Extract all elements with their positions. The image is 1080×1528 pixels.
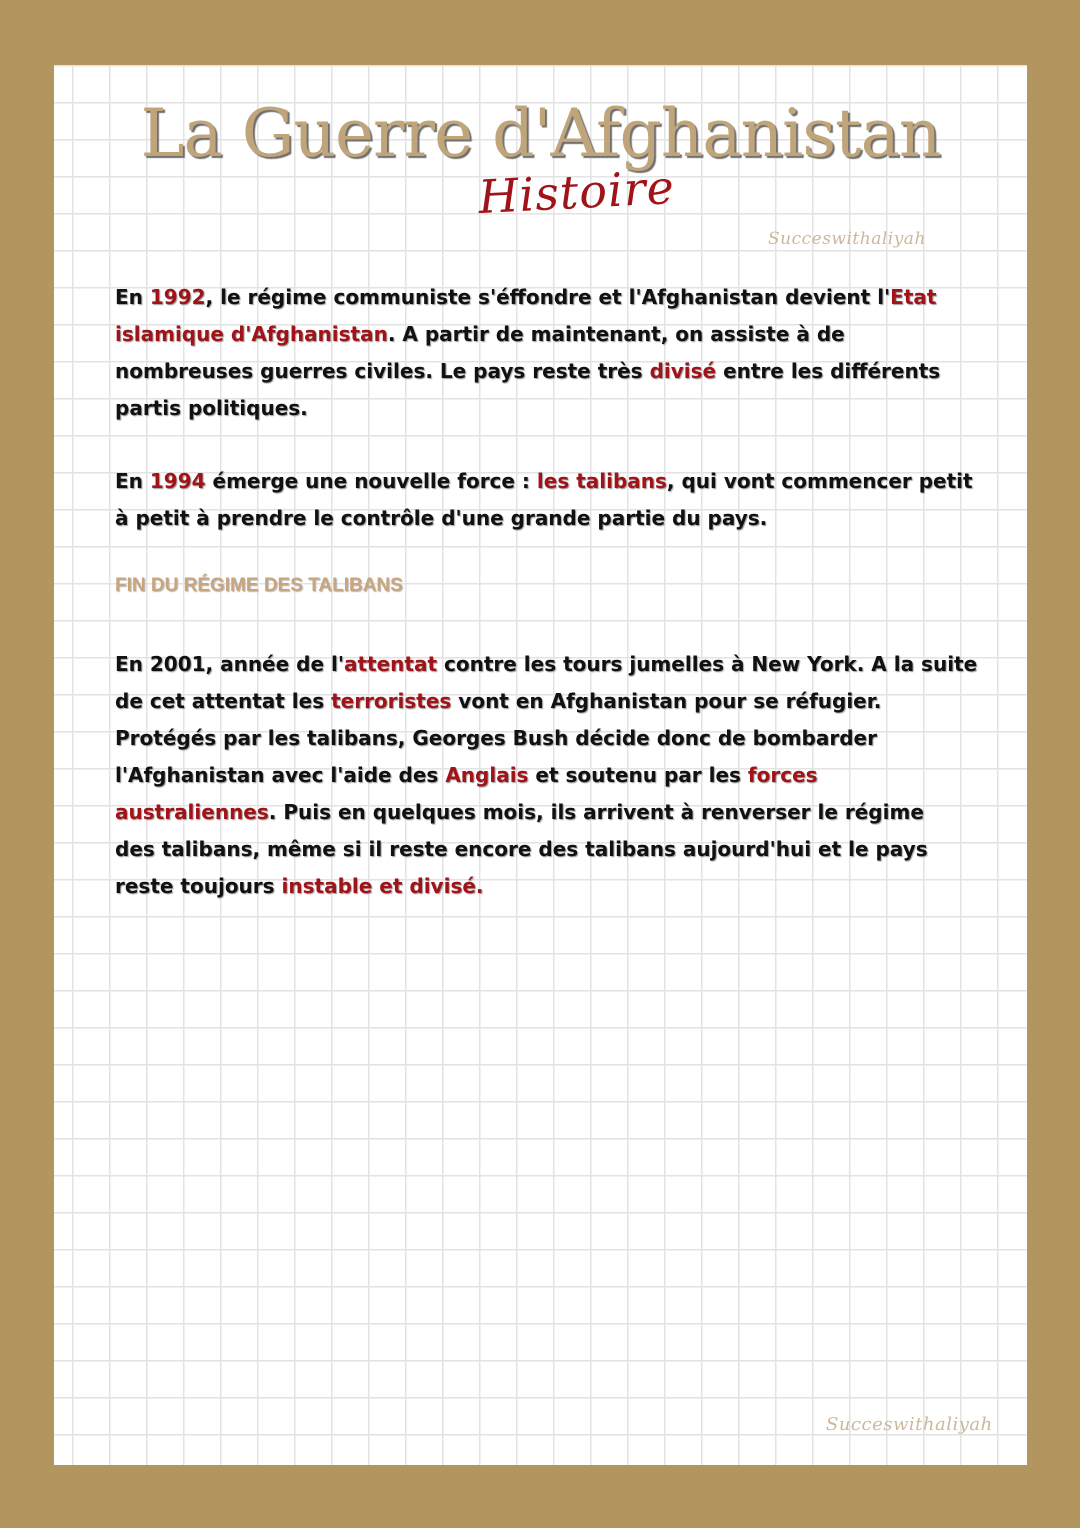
page-subtitle: Histoire: [476, 159, 677, 225]
text-span: vont en Afghanistan pour se réfugier.: [451, 689, 882, 713]
paragraph-2001: [115, 646, 978, 905]
author-signature-bottom: Succeswithaliyah: [826, 1414, 993, 1435]
text-span: En 2001, année de l': [115, 652, 344, 676]
text-span: En: [115, 285, 150, 309]
text-span: nombreuses guerres civiles. Le pays reste très: [115, 359, 650, 383]
text-span: entre les différents: [716, 359, 941, 383]
text-span: , le régime communiste s'éffondre et l'Afghanistan devient l': [205, 285, 891, 309]
text-span: et soutenu par les: [528, 763, 748, 787]
highlight-term: terroristes: [331, 689, 452, 713]
highlight-year: 1992: [149, 285, 206, 309]
page-title: La Guerre d'Afghanistan: [140, 95, 941, 172]
text-span: contre les tours jumelles à New York. A la suite: [437, 652, 978, 676]
text-span: En: [115, 469, 150, 493]
author-signature-top: Succeswithaliyah: [768, 229, 926, 249]
text-span: l'Afghanistan avec l'aide des: [115, 763, 446, 787]
highlight-term: divisé: [649, 359, 717, 383]
highlight-term: australiennes: [115, 800, 269, 824]
text-span: à petit à prendre le contrôle d'une grande partie du pays.: [115, 506, 768, 530]
highlight-term: forces: [747, 763, 818, 787]
highlight-year: 1994: [149, 469, 206, 493]
text-span: partis politiques.: [115, 396, 308, 420]
grid-paper-sheet: [54, 65, 1027, 1465]
highlight-term: instable et divisé.: [281, 874, 484, 898]
text-span: . A partir de maintenant, on assiste à de: [387, 322, 845, 346]
paragraph-1994: [115, 463, 975, 537]
text-span: . Puis en quelques mois, ils arrivent à renverser le régime: [268, 800, 924, 824]
text-span: émerge une nouvelle force :: [205, 469, 537, 493]
paragraph-1992: [115, 279, 975, 427]
highlight-term: Etat: [890, 285, 937, 309]
highlight-term: islamique d'Afghanistan: [115, 322, 388, 346]
section-heading: FIN DU RÉGIME DES TALIBANS: [115, 575, 403, 596]
highlight-term: Anglais: [445, 763, 529, 787]
text-span: Protégés par les talibans, Georges Bush décide donc de bombarder: [115, 726, 877, 750]
text-span: des talibans, même si il reste encore des talibans aujourd'hui et le pays: [115, 837, 928, 861]
text-span: reste toujours: [115, 874, 282, 898]
text-span: , qui vont commencer petit: [666, 469, 973, 493]
highlight-term: les talibans: [536, 469, 667, 493]
highlight-term: attentat: [343, 652, 438, 676]
text-span: de cet attentat les: [115, 689, 332, 713]
